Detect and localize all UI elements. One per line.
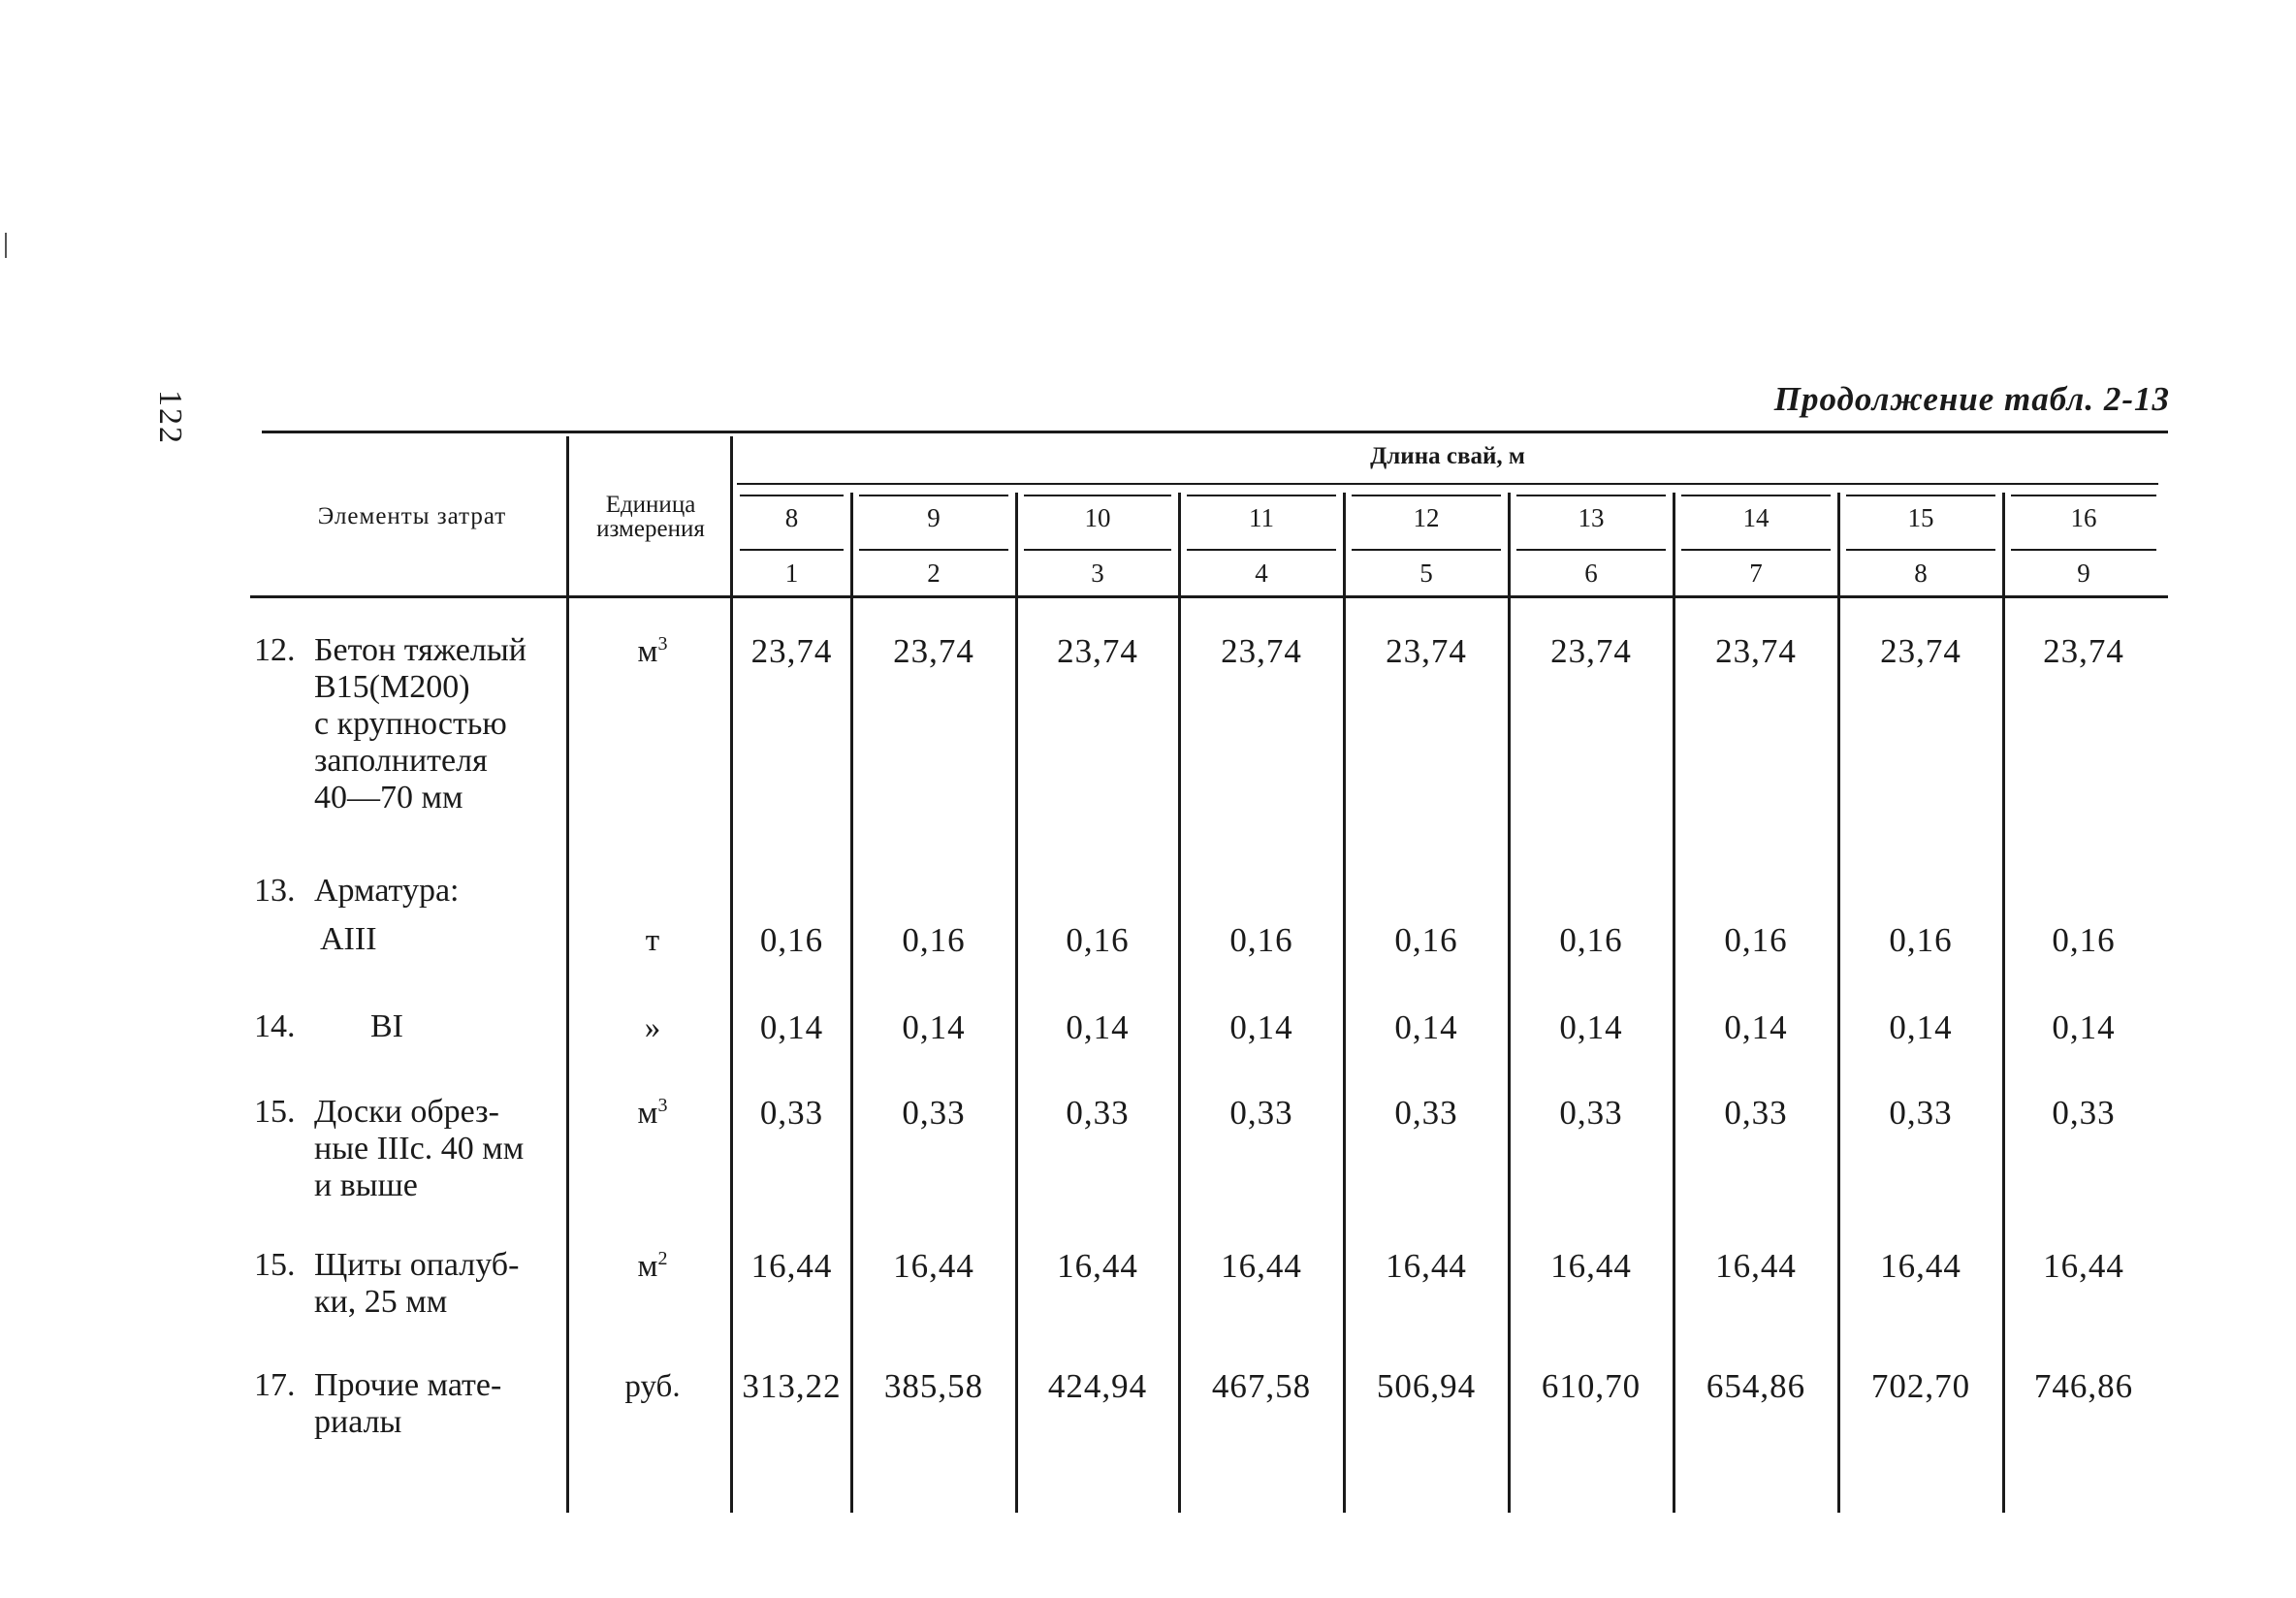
cost-element-label-line: ные IIIс. 40 мм bbox=[314, 1131, 525, 1167]
value-cell: 0,16 bbox=[1066, 921, 1130, 959]
page-number: 122 bbox=[152, 390, 188, 445]
length-cell-rule bbox=[1187, 495, 1336, 496]
value-cell: 0,33 bbox=[1724, 1094, 1788, 1132]
cost-element-label-line: АIII bbox=[320, 921, 377, 957]
value-cell: 23,74 bbox=[1550, 632, 1632, 670]
value-cell: 0,33 bbox=[759, 1094, 824, 1132]
column-number-header: 2 bbox=[927, 559, 941, 588]
column-number-header: 8 bbox=[1914, 559, 1928, 588]
cost-element-label-line: В15(М200) bbox=[314, 669, 470, 705]
value-cell: 23,74 bbox=[2043, 632, 2124, 670]
value-cell: 385,58 bbox=[883, 1367, 984, 1405]
unit-text: м bbox=[637, 1096, 658, 1131]
value-cell: 0,14 bbox=[1559, 1008, 1623, 1046]
value-cell: 16,44 bbox=[750, 1247, 833, 1285]
unit-text: м bbox=[637, 1249, 658, 1284]
length-cell-rule bbox=[740, 495, 844, 496]
row-number: 17. bbox=[254, 1367, 296, 1403]
value-cell: 23,74 bbox=[1221, 632, 1302, 670]
value-cell: 424,94 bbox=[1047, 1367, 1148, 1405]
value-cell: 0,14 bbox=[1889, 1008, 1953, 1046]
unit-text: м bbox=[637, 634, 658, 669]
cost-element-label-line: 40—70 мм bbox=[314, 780, 463, 815]
colnum-cell-rule bbox=[1187, 549, 1336, 551]
value-cell: 0,33 bbox=[1066, 1094, 1130, 1132]
length-cell-rule bbox=[859, 495, 1008, 496]
cost-element-label bbox=[314, 873, 624, 910]
value-cell: 702,70 bbox=[1870, 1367, 1971, 1405]
colnum-cell-rule bbox=[1681, 549, 1831, 551]
table-continuation-title: Продолжение табл. 2-13 bbox=[1773, 380, 2170, 418]
length-cell-rule bbox=[1024, 495, 1171, 496]
value-cell: 16,44 bbox=[1550, 1247, 1632, 1285]
length-cell-rule bbox=[1681, 495, 1831, 496]
value-cell: 23,74 bbox=[893, 632, 974, 670]
unit-text: руб. bbox=[624, 1369, 681, 1404]
unit-text: » bbox=[644, 1010, 661, 1045]
value-cell: 16,44 bbox=[1880, 1247, 1961, 1285]
value-cell: 16,44 bbox=[893, 1247, 974, 1285]
length-cell-rule bbox=[1516, 495, 1666, 496]
cost-element-label-line: Доски обрез- bbox=[314, 1094, 499, 1130]
pile-length-header: 16 bbox=[2070, 503, 2097, 532]
cost-element-label-line: заполнителя bbox=[314, 743, 488, 779]
column-separator-unit bbox=[566, 436, 569, 1513]
pile-length-header: 8 bbox=[784, 503, 799, 532]
value-cell: 23,74 bbox=[1715, 632, 1797, 670]
scan-artifact-mark bbox=[5, 233, 7, 258]
cost-element-label-line: Прочие мате- bbox=[314, 1367, 502, 1403]
value-cell: 0,14 bbox=[759, 1008, 824, 1046]
column-separator-values bbox=[730, 436, 733, 1513]
cost-element-label-line: с крупностью bbox=[314, 706, 507, 742]
unit-cell bbox=[570, 1096, 735, 1132]
colnum-cell-rule bbox=[1352, 549, 1501, 551]
row-number: 14. bbox=[254, 1008, 296, 1044]
pile-length-header: 14 bbox=[1742, 503, 1770, 532]
value-cell: 23,74 bbox=[1880, 632, 1961, 670]
colnum-cell-rule bbox=[740, 549, 844, 551]
column-number-header: 6 bbox=[1584, 559, 1598, 588]
value-cell: 0,33 bbox=[1889, 1094, 1953, 1132]
value-cell: 0,33 bbox=[1394, 1094, 1458, 1132]
value-cell: 0,16 bbox=[759, 921, 824, 959]
column-number-header: 4 bbox=[1255, 559, 1268, 588]
value-cell: 23,74 bbox=[1057, 632, 1138, 670]
pile-length-header: 9 bbox=[927, 503, 941, 532]
value-cell: 16,44 bbox=[1715, 1247, 1797, 1285]
value-cell: 0,14 bbox=[2052, 1008, 2116, 1046]
pile-length-header: 12 bbox=[1413, 503, 1440, 532]
unit-superscript: 3 bbox=[657, 1095, 668, 1116]
pile-length-header: 11 bbox=[1249, 503, 1274, 532]
row-number: 15. bbox=[254, 1094, 296, 1130]
value-cell: 16,44 bbox=[2043, 1247, 2124, 1285]
cost-element-label-line: BI bbox=[370, 1008, 403, 1044]
value-cell: 0,16 bbox=[1724, 921, 1788, 959]
colnum-cell-rule bbox=[1846, 549, 1995, 551]
unit-cell bbox=[570, 634, 735, 670]
unit-superscript: 2 bbox=[657, 1248, 668, 1269]
column-number-header: 3 bbox=[1091, 559, 1104, 588]
colnum-cell-rule bbox=[1024, 549, 1171, 551]
value-cell: 0,14 bbox=[1066, 1008, 1130, 1046]
header-unit-line2: измерения bbox=[596, 516, 705, 542]
cost-element-label-line: Бетон тяжелый bbox=[314, 632, 526, 668]
row-number: 13. bbox=[254, 873, 296, 909]
value-cell: 0,16 bbox=[902, 921, 966, 959]
value-cell: 0,14 bbox=[902, 1008, 966, 1046]
value-cell: 0,14 bbox=[1724, 1008, 1788, 1046]
column-number-header: 9 bbox=[2077, 559, 2090, 588]
table-top-rule bbox=[262, 431, 2168, 433]
header-pile-length: Длина свай, м bbox=[1370, 443, 1525, 469]
value-cell: 0,16 bbox=[1889, 921, 1953, 959]
column-number-header: 5 bbox=[1419, 559, 1433, 588]
value-cell: 506,94 bbox=[1376, 1367, 1477, 1405]
value-cell: 467,58 bbox=[1211, 1367, 1312, 1405]
unit-cell bbox=[570, 1010, 735, 1046]
cost-element-label-line: Арматура: bbox=[314, 873, 460, 909]
cost-element-label-line: ки, 25 мм bbox=[314, 1284, 448, 1320]
value-cell: 0,14 bbox=[1394, 1008, 1458, 1046]
cost-element-label-line: Щиты опалуб- bbox=[314, 1247, 520, 1283]
value-cell: 16,44 bbox=[1057, 1247, 1138, 1285]
pile-length-header: 13 bbox=[1578, 503, 1605, 532]
value-cell: 0,33 bbox=[1559, 1094, 1623, 1132]
header-bottom-rule bbox=[250, 595, 2168, 598]
unit-cell bbox=[570, 923, 735, 959]
length-cell-rule bbox=[1352, 495, 1501, 496]
pile-length-header: 15 bbox=[1907, 503, 1934, 532]
colnum-cell-rule bbox=[2011, 549, 2156, 551]
header-elements: Элементы затрат bbox=[317, 503, 507, 529]
value-cell: 610,70 bbox=[1541, 1367, 1642, 1405]
value-cell: 0,33 bbox=[902, 1094, 966, 1132]
row-number: 12. bbox=[254, 632, 296, 668]
value-cell: 0,16 bbox=[2052, 921, 2116, 959]
unit-superscript: 3 bbox=[657, 633, 668, 655]
column-number-header: 1 bbox=[784, 559, 799, 588]
value-cell: 0,33 bbox=[1229, 1094, 1293, 1132]
value-cell: 0,16 bbox=[1394, 921, 1458, 959]
value-cell: 0,16 bbox=[1229, 921, 1293, 959]
cost-element-label-line: риалы bbox=[314, 1404, 402, 1440]
value-cell: 654,86 bbox=[1706, 1367, 1806, 1405]
colnum-cell-rule bbox=[859, 549, 1008, 551]
value-cell: 16,44 bbox=[1221, 1247, 1302, 1285]
value-cell: 16,44 bbox=[1386, 1247, 1467, 1285]
length-cell-rule bbox=[1846, 495, 1995, 496]
value-cell: 23,74 bbox=[1386, 632, 1467, 670]
unit-cell bbox=[570, 1249, 735, 1285]
unit-cell bbox=[570, 1369, 735, 1405]
header-unit-line1: Единица bbox=[605, 492, 696, 518]
value-cell: 746,86 bbox=[2033, 1367, 2134, 1405]
length-label-rule bbox=[737, 483, 2158, 485]
unit-text: т bbox=[645, 923, 660, 958]
value-cell: 313,22 bbox=[742, 1367, 842, 1405]
row-number: 15. bbox=[254, 1247, 296, 1283]
value-cell: 0,16 bbox=[1559, 921, 1623, 959]
value-cell: 0,33 bbox=[2052, 1094, 2116, 1132]
pile-length-header: 10 bbox=[1084, 503, 1111, 532]
value-cell: 0,14 bbox=[1229, 1008, 1293, 1046]
cost-element-label-line: и выше bbox=[314, 1167, 418, 1203]
length-cell-rule bbox=[2011, 495, 2156, 496]
column-number-header: 7 bbox=[1749, 559, 1763, 588]
colnum-cell-rule bbox=[1516, 549, 1666, 551]
value-cell: 23,74 bbox=[750, 632, 833, 670]
